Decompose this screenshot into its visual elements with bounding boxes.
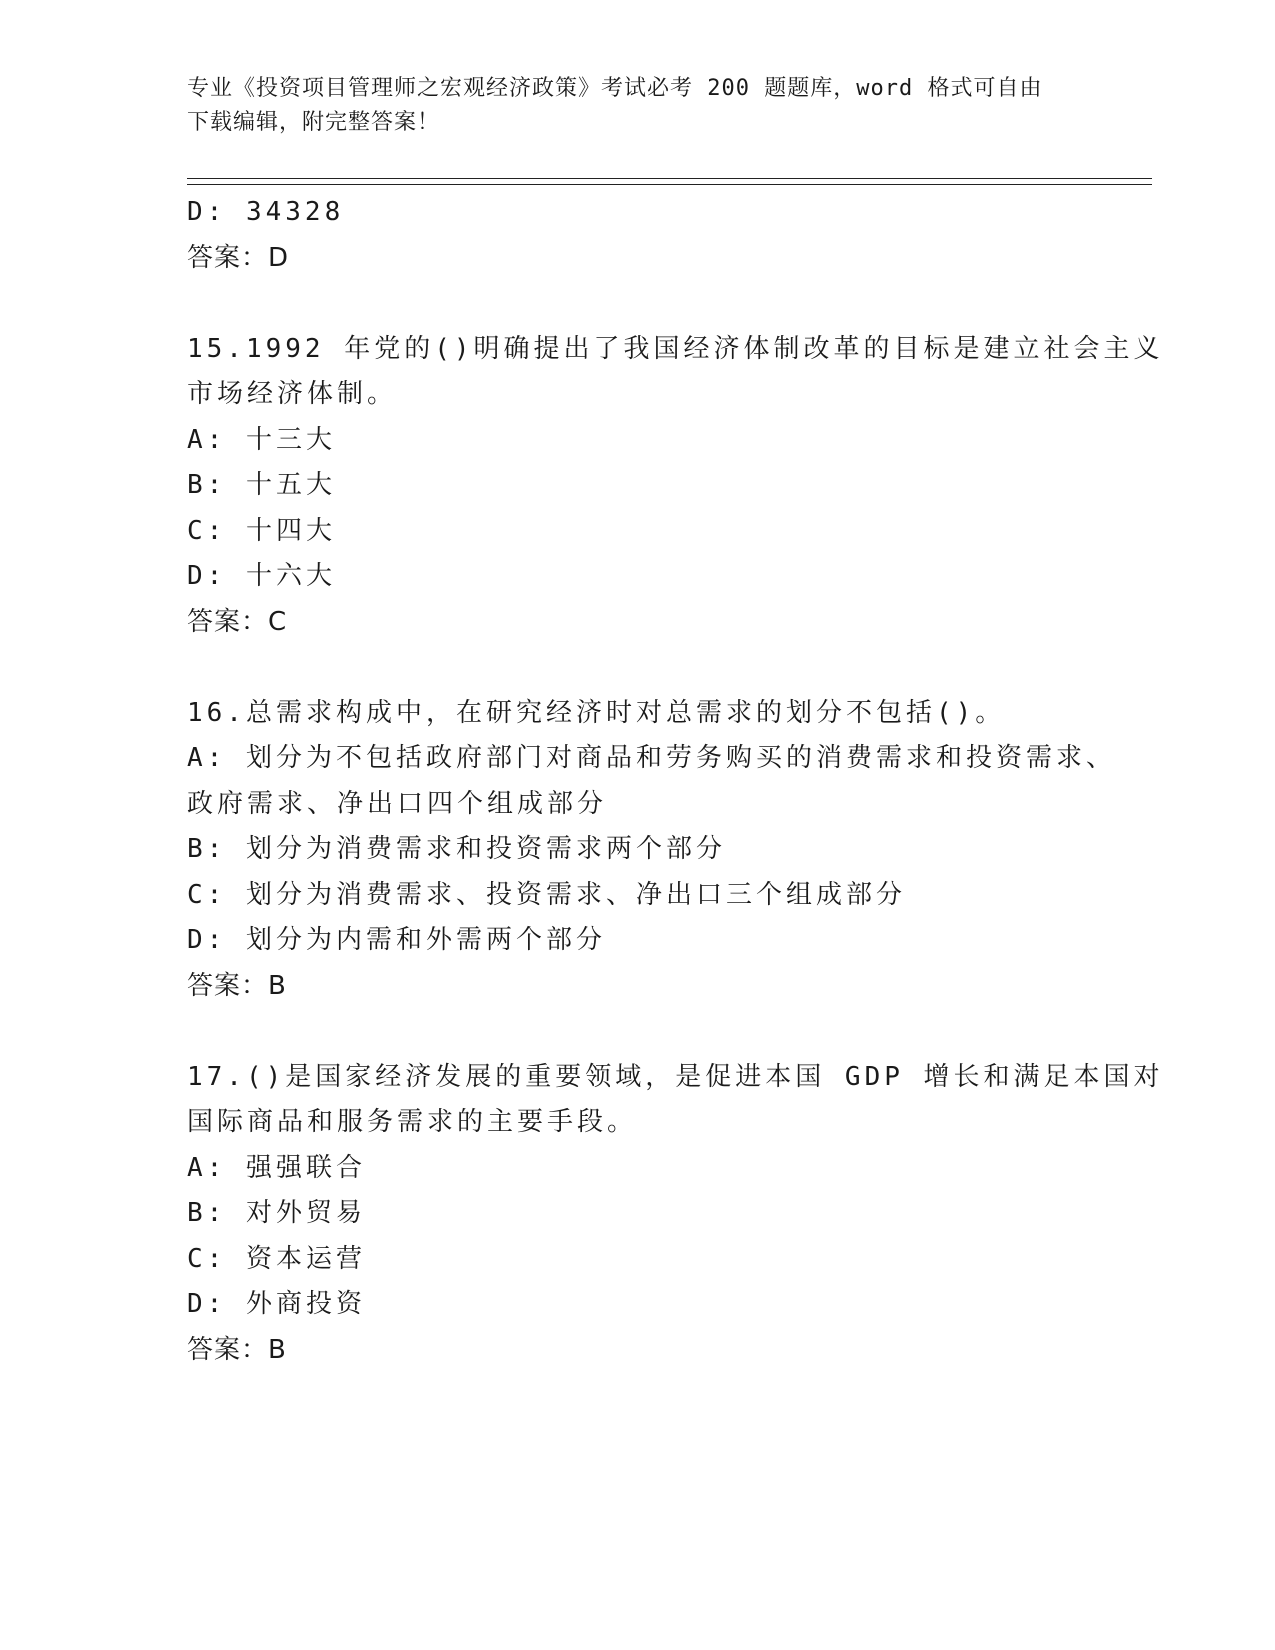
header-line-1: 专业《投资项目管理师之宏观经济政策》考试必考 200 题题库，word 格式可自由	[187, 76, 1043, 101]
question-stem: 17.()是国家经济发展的重要领域，是促进本国 GDP 增长和满足本国对	[187, 1061, 1164, 1092]
spacer	[187, 1009, 1127, 1055]
question-stem-cont: 国际商品和服务需求的主要手段。	[187, 1107, 638, 1137]
spacer	[187, 281, 1127, 327]
option-b: B: 十五大	[187, 470, 336, 500]
option-d: D: 外商投资	[187, 1289, 366, 1319]
option-c: C: 资本运营	[187, 1243, 366, 1274]
answer-value: D	[268, 242, 290, 273]
question-stem: 15.1992 年党的()明确提出了我国经济体制改革的目标是建立社会主义	[187, 333, 1164, 364]
answer-line	[187, 1328, 1127, 1374]
option-d: D: 34328	[187, 197, 345, 227]
question-17	[187, 1055, 1164, 1374]
answer-line	[187, 964, 1127, 1010]
question-stem-cont: 市场经济体制。	[187, 379, 398, 409]
document-header	[187, 72, 1087, 140]
option-d: D: 划分为内需和外需两个部分	[187, 925, 606, 955]
question-15	[187, 327, 1164, 646]
answer-label: 答案：	[187, 970, 269, 1001]
answer-label: 答案：	[187, 1334, 269, 1365]
option-b: B: 划分为消费需求和投资需求两个部分	[187, 834, 726, 864]
header-rule-top	[187, 178, 1152, 179]
header-rule-bottom	[187, 184, 1152, 185]
answer-line	[187, 600, 1127, 646]
answer-line	[187, 236, 1127, 282]
option-b: B: 对外贸易	[187, 1198, 366, 1228]
header-line-2: 下载编辑，附完整答案！	[187, 110, 441, 135]
option-a: A: 十三大	[187, 424, 336, 455]
answer-label: 答案：	[187, 242, 269, 273]
question-16	[187, 691, 1127, 1010]
question-list	[187, 190, 1164, 1373]
option-a: A: 划分为不包括政府部门对商品和劳务购买的消费需求和投资需求、	[187, 743, 1116, 773]
option-a-cont: 政府需求、净出口四个组成部分	[187, 788, 608, 819]
answer-value: B	[268, 1334, 287, 1365]
answer-value: C	[268, 606, 288, 637]
prev-question-tail	[187, 190, 1127, 281]
option-c: C: 十四大	[187, 515, 336, 546]
option-c: C: 划分为消费需求、投资需求、净出口三个组成部分	[187, 879, 906, 910]
option-a: A: 强强联合	[187, 1152, 366, 1183]
question-stem: 16.总需求构成中，在研究经济时对总需求的划分不包括()。	[187, 697, 1006, 728]
option-d: D: 十六大	[187, 561, 336, 591]
answer-label: 答案：	[187, 606, 269, 637]
spacer	[187, 645, 1127, 691]
answer-value: B	[268, 970, 287, 1001]
